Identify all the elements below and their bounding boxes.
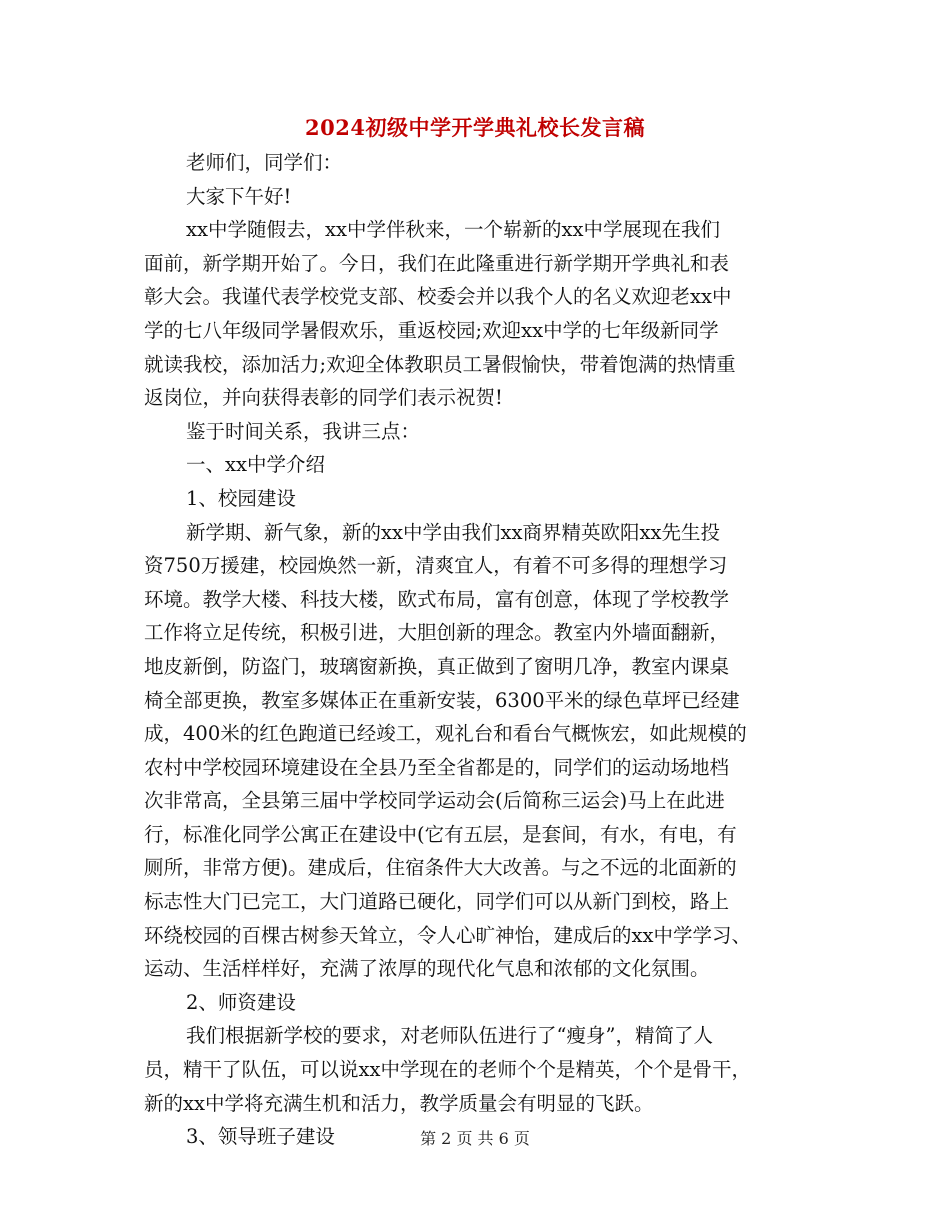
text-line: 椅全部更换，教室多媒体正在重新安装，6300平米的绿色草坪已经建 [144,688,740,712]
text-line: 厕所，非常方便)。建成后，住宿条件大大改善。与之不远的北面新的 [144,856,737,880]
text-line: 工作将立足传统，积极引进，大胆创新的理念。教室内外墙面翻新， [144,621,730,645]
document-body [144,146,816,1154]
text-line: 大家下午好! [186,184,292,208]
text-line: 鉴于时间关系，我讲三点： [186,419,421,443]
text-line: 1、校园建设 [186,486,296,510]
text-line: 就读我校，添加活力;欢迎全体教职员工暑假愉快，带着饱满的热情重 [144,352,736,376]
text-line: 农村中学校园环境建设在全县乃至全省都是的，同学们的运动场地档 [144,755,730,779]
text-line: 彰大会。我谨代表学校党支部、校委会并以我个人的名义欢迎老xx中 [144,285,732,309]
text-line: 返岗位，并向获得表彰的同学们表示祝贺! [144,386,503,410]
text-line: 标志性大门已完工，大门道路已硬化，同学们可以从新门到校，路上 [144,890,730,914]
text-line: 面前，新学期开始了。今日，我们在此隆重进行新学期开学典礼和表 [144,251,730,275]
text-line: 行，标准化同学公寓正在建设中(它有五层，是套间，有水，有电，有 [144,822,737,846]
text-line: 3、领导班子建设 [186,1125,335,1149]
text-line: 地皮新倒，防盗门，玻璃窗新换，真正做到了窗明几净，教室内课桌 [144,654,730,678]
text-line: 运动、生活样样好，充满了浓厚的现代化气息和浓郁的文化氛围。 [144,957,710,981]
text-line: 新的xx中学将充满生机和活力，教学质量会有明显的飞跃。 [144,1091,654,1115]
text-line: 成，400米的红色跑道已经竣工，观礼台和看台气概恢宏，如此规模的 [144,722,747,746]
text-line: 员，精干了队伍，可以说xx中学现在的老师个个是精英，个个是骨干， [144,1058,751,1082]
text-line: 环境。教学大楼、科技大楼，欧式布局，富有创意，体现了学校教学 [144,587,730,611]
text-line: 次非常高，全县第三届中学校同学运动会(后简称三运会)马上在此进 [144,789,725,813]
text-line: 学的七八年级同学暑假欢乐，重返校园;欢迎xx中学的七年级新同学 [144,318,719,342]
page-footer: 第 2 页 共 6 页 [420,1129,530,1148]
text-line: 资750万援建，校园焕然一新，清爽宜人，有着不可多得的理想学习 [144,554,728,578]
text-line: 2、师资建设 [186,990,296,1014]
text-line: 一、xx中学介绍 [186,453,325,477]
text-line: 老师们，同学们： [186,151,343,174]
text-line: 新学期、新气象，新的xx中学由我们xx商界精英欧阳xx先生投 [186,520,720,544]
text-line: xx中学随假去，xx中学伴秋来，一个崭新的xx中学展现在我们 [186,218,720,242]
text-line: 环绕校园的百棵古树参天耸立，令人心旷神怡，建成后的xx中学学习、 [144,923,751,947]
document-title: 2024初级中学开学典礼校长发言稿 [305,115,645,140]
text-line: 我们根据新学校的要求，对老师队伍进行了“瘦身”，精简了人 [186,1024,713,1048]
